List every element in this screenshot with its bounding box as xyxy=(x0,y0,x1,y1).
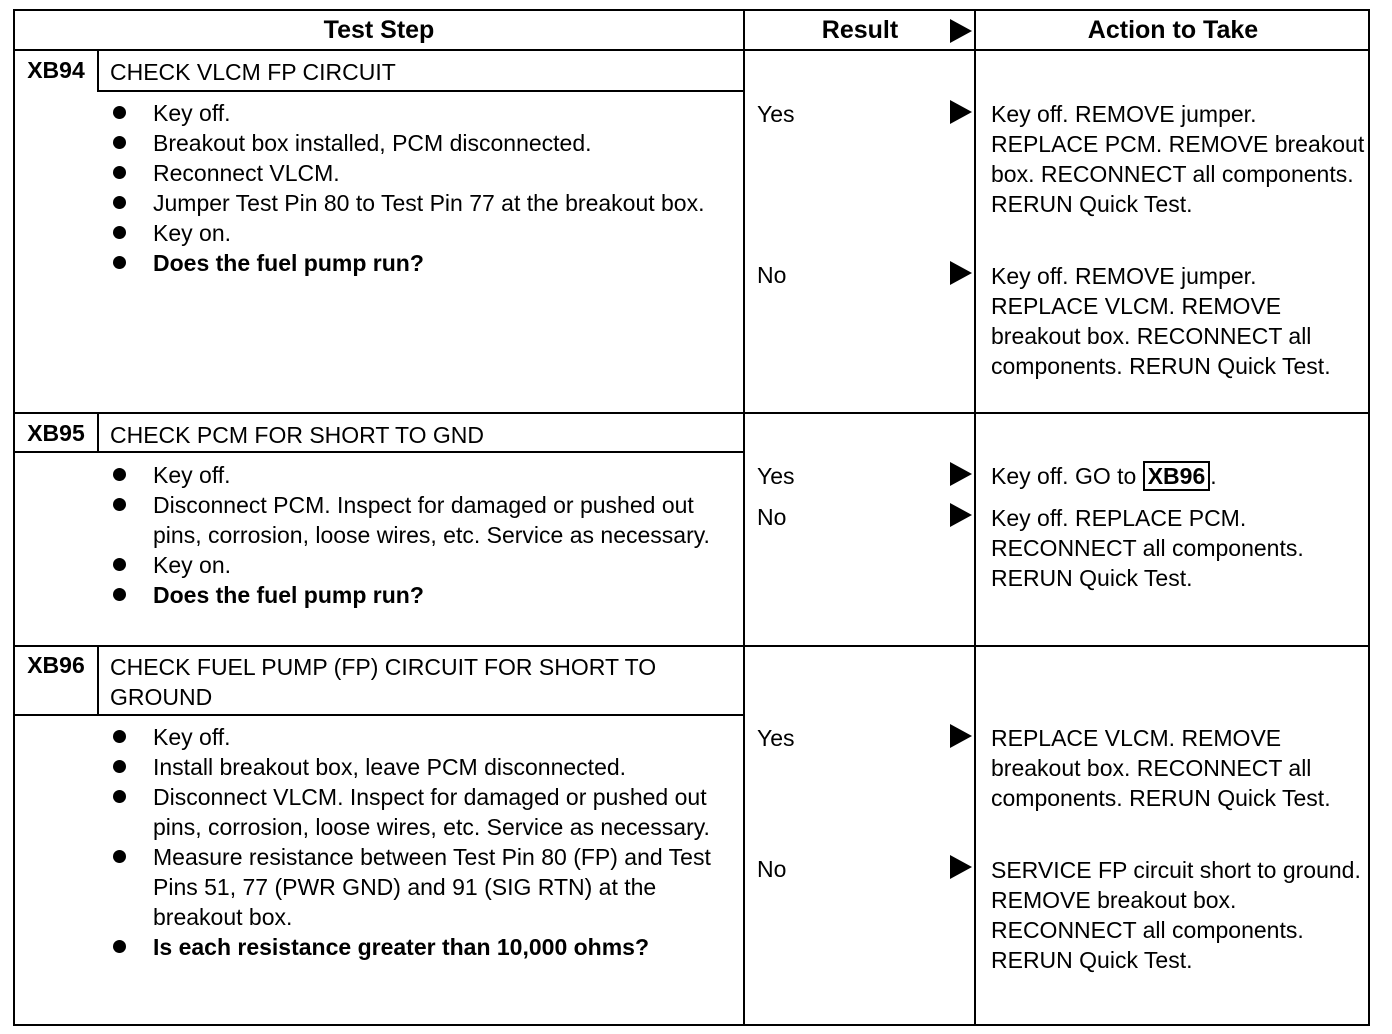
result-yes: Yes xyxy=(757,725,795,751)
result-no: No xyxy=(757,504,787,530)
bullet-icon xyxy=(113,940,126,953)
bullet-icon xyxy=(113,588,126,601)
bullet-icon xyxy=(113,166,126,179)
bullet-icon xyxy=(113,106,126,119)
step-title: CHECK PCM FOR SHORT TO GND xyxy=(110,422,485,448)
xb96-reference-link[interactable]: XB96 xyxy=(1143,461,1211,491)
header-test-step: Test Step xyxy=(15,11,743,51)
list-item: Key off. xyxy=(111,460,741,490)
step-items xyxy=(111,460,741,610)
action-no: Key off. REPLACE PCM. RECONNECT all components. RERUN Quick Test. xyxy=(991,505,1304,591)
action-no: SERVICE FP circuit short to ground. REMOVE breakout box. RECONNECT all components. RERUN Quick Test. xyxy=(991,857,1361,973)
arrow-icon xyxy=(950,462,972,486)
header-result-label: Result xyxy=(821,15,899,44)
list-item: Key off. xyxy=(111,98,741,128)
list-item: Install breakout box, leave PCM disconnected. xyxy=(111,752,741,782)
bullet-icon xyxy=(113,196,126,209)
result-yes: Yes xyxy=(757,463,795,489)
bullet-icon xyxy=(113,136,126,149)
action-yes: REPLACE VLCM. REMOVE breakout box. RECONNECT all components. RERUN Quick Test. xyxy=(991,725,1331,811)
step-title: CHECK FUEL PUMP (FP) CIRCUIT FOR SHORT TO GROUND xyxy=(110,654,657,710)
step-items xyxy=(111,722,741,962)
arrow-icon xyxy=(950,503,972,527)
bullet-icon xyxy=(113,226,126,239)
row-divider xyxy=(15,412,1370,414)
action-yes: Key off. REMOVE jumper. REPLACE PCM. REMOVE breakout box. RECONNECT all components. RERUN Quick Test. xyxy=(991,101,1365,217)
column-divider-result xyxy=(743,11,745,1024)
bullet-icon xyxy=(113,468,126,481)
bullet-icon xyxy=(113,558,126,571)
list-item: Disconnect VLCM. Inspect for damaged or pushed out pins, corrosion, loose wires, etc. Service as necessary. xyxy=(111,782,741,842)
header-arrow-icon xyxy=(950,19,972,43)
row-divider xyxy=(15,645,1370,647)
list-item: Measure resistance between Test Pin 80 (FP) and Test Pins 51, 77 (PWR GND) and 91 (SIG RTN) at the breakout box. xyxy=(111,842,741,932)
list-item: Key off. xyxy=(111,722,741,752)
bullet-icon xyxy=(113,790,126,803)
header-result xyxy=(745,11,975,51)
step-code: XB94 xyxy=(27,57,85,83)
list-item: Jumper Test Pin 80 to Test Pin 77 at the breakout box. xyxy=(111,188,741,218)
code-divider xyxy=(97,647,99,715)
list-item: Disconnect PCM. Inspect for damaged or pushed out pins, corrosion, loose wires, etc. Service as necessary. xyxy=(111,490,741,550)
result-yes: Yes xyxy=(757,101,795,127)
title-underline xyxy=(15,714,743,716)
arrow-icon xyxy=(950,855,972,879)
action-yes: Key off. GO to XB96 . xyxy=(991,463,1217,489)
code-divider xyxy=(97,51,99,91)
bullet-icon xyxy=(113,730,126,743)
step-code: XB95 xyxy=(27,420,85,446)
list-item: Key on. xyxy=(111,550,741,580)
arrow-icon xyxy=(950,100,972,124)
bullet-icon xyxy=(113,760,126,773)
bullet-icon xyxy=(113,498,126,511)
bullet-icon xyxy=(113,256,126,269)
list-item: Key on. xyxy=(111,218,741,248)
header-action: Action to Take xyxy=(976,11,1370,51)
title-underline xyxy=(97,90,743,92)
step-items xyxy=(111,98,741,278)
bullet-icon xyxy=(113,850,126,863)
result-no: No xyxy=(757,262,787,288)
arrow-icon xyxy=(950,724,972,748)
step-title: CHECK VLCM FP CIRCUIT xyxy=(110,59,396,85)
diagnostic-table xyxy=(13,9,1370,1026)
title-underline xyxy=(15,451,743,453)
list-item-question: Is each resistance greater than 10,000 ohms? xyxy=(111,932,741,962)
column-divider-action xyxy=(974,11,976,1024)
action-no: Key off. REMOVE jumper. REPLACE VLCM. REMOVE breakout box. RECONNECT all components. RERUN Quick Test. xyxy=(991,263,1331,379)
code-divider xyxy=(97,414,99,452)
result-no: No xyxy=(757,856,787,882)
step-code: XB96 xyxy=(27,652,85,678)
list-item: Breakout box installed, PCM disconnected. xyxy=(111,128,741,158)
list-item: Reconnect VLCM. xyxy=(111,158,741,188)
arrow-icon xyxy=(950,261,972,285)
list-item-question: Does the fuel pump run? xyxy=(111,580,741,610)
list-item-question: Does the fuel pump run? xyxy=(111,248,741,278)
